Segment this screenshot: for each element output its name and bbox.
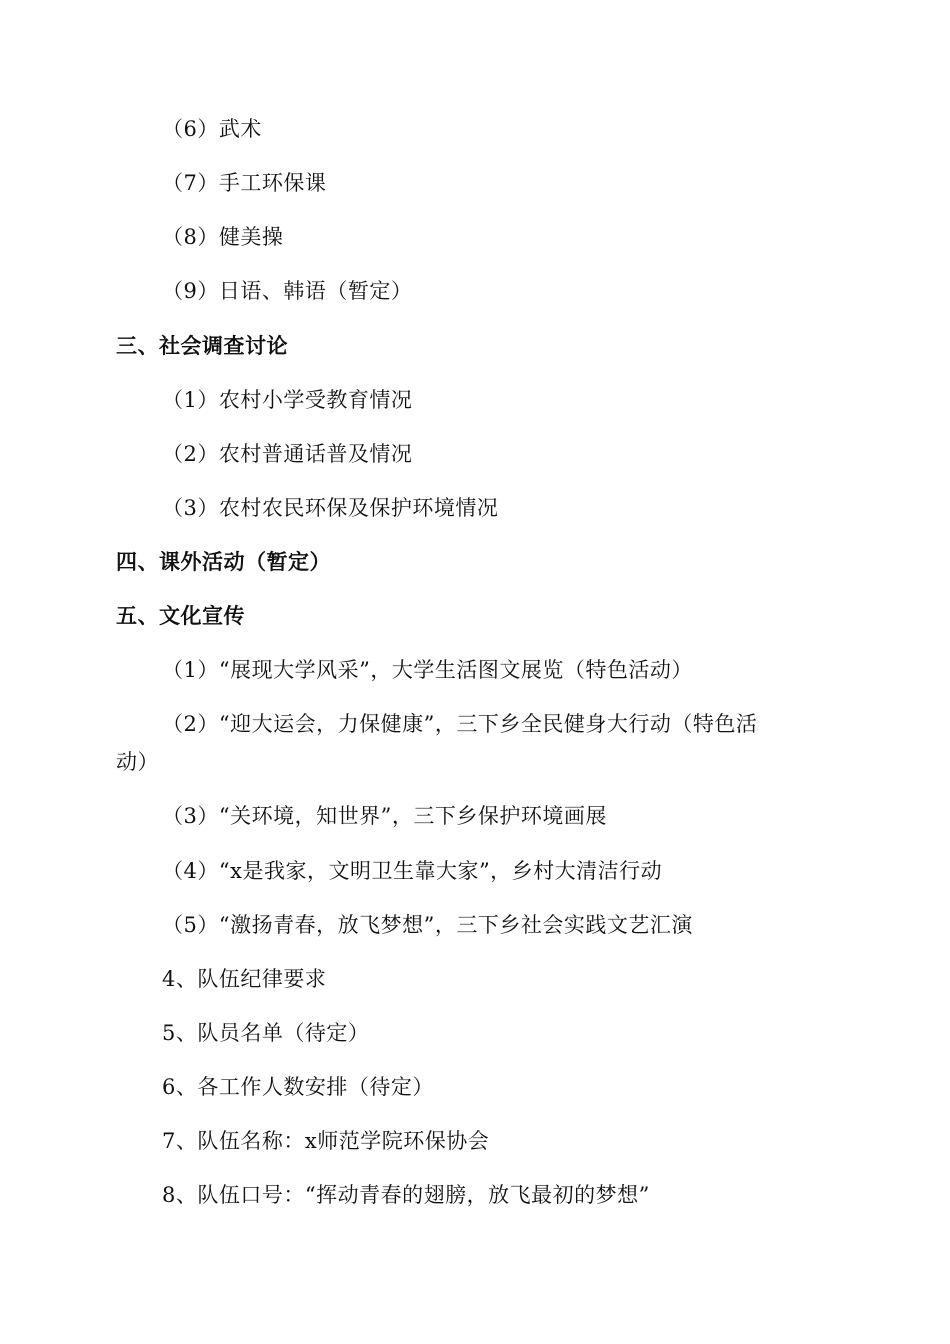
- numbered-item: 5、队员名单（待定）: [162, 1021, 370, 1045]
- numbered-item: 7、队伍名称：x师范学院环保协会: [162, 1129, 490, 1153]
- section-heading: 四、课外活动（暂定）: [116, 549, 331, 574]
- section-heading: 五、文化宣传: [116, 603, 245, 628]
- list-item: （2）农村普通话普及情况: [162, 442, 413, 466]
- list-item: （4）“x是我家，文明卫生靠大家”，乡村大清洁行动: [162, 859, 663, 883]
- numbered-item: 6、各工作人数安排（待定）: [162, 1075, 434, 1099]
- list-item: （1）农村小学受教育情况: [162, 388, 413, 412]
- list-item: （2）“迎大运会，力保健康”，三下乡全民健身大行动（特色活: [162, 712, 758, 736]
- list-item: （9）日语、韩语（暂定）: [162, 279, 413, 303]
- list-item: （1）“展现大学风采”，大学生活图文展览（特色活动）: [162, 658, 693, 682]
- list-item: （8）健美操: [162, 225, 284, 249]
- list-item: （3）“关环境，知世界”，三下乡保护环境画展: [162, 804, 607, 828]
- list-item: （3）农村农民环保及保护环境情况: [162, 496, 499, 520]
- list-item: （6）武术: [162, 117, 262, 141]
- numbered-item: 8、队伍口号：“挥动青春的翅膀，放飞最初的梦想”: [162, 1183, 650, 1207]
- numbered-item: 4、队伍纪律要求: [162, 967, 327, 991]
- list-item: （7）手工环保课: [162, 171, 327, 195]
- section-heading: 三、社会调查讨论: [116, 333, 288, 358]
- list-item-continuation: 动）: [116, 750, 159, 774]
- list-item: （5）“激扬青春，放飞梦想”，三下乡社会实践文艺汇演: [162, 913, 693, 937]
